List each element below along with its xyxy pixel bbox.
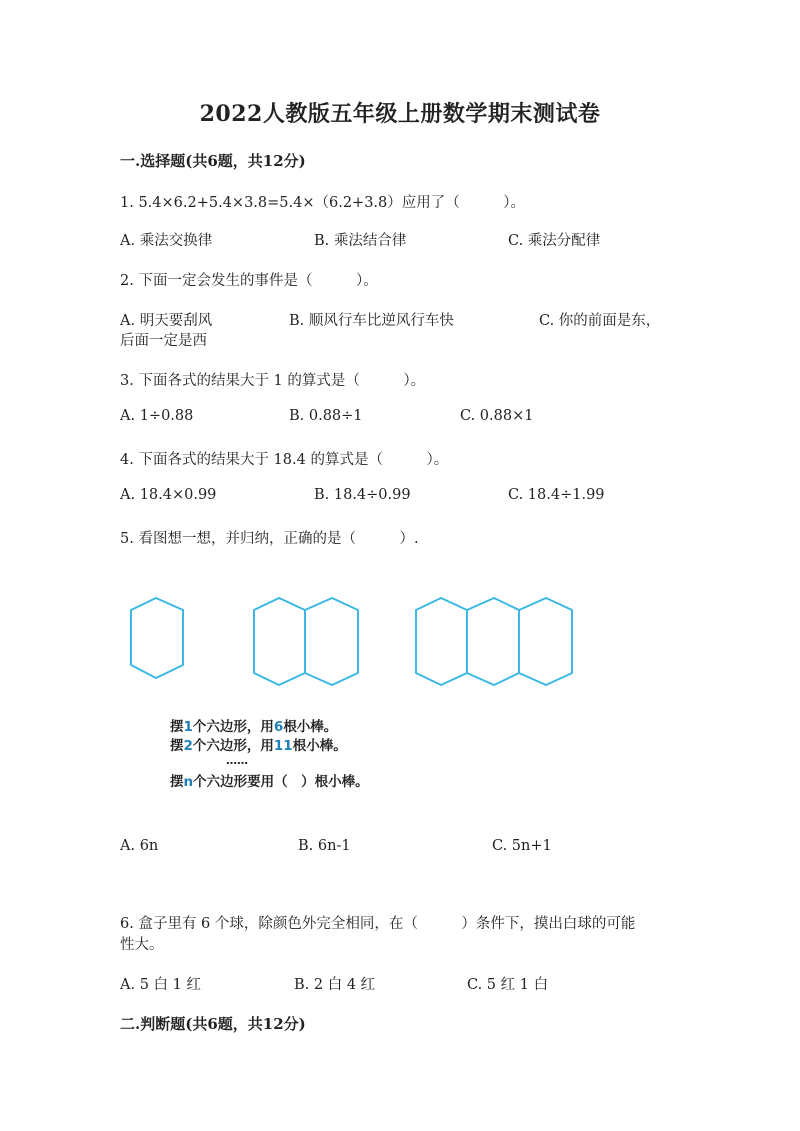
q1-option-a: A. 乘法交换律	[120, 233, 213, 249]
q1-option-b: B. 乘法结合律	[314, 233, 407, 249]
hexagon-figure	[120, 590, 590, 690]
hexagon-group-2	[254, 598, 358, 685]
q3-option-a: A. 1÷0.88	[120, 408, 194, 424]
q4-option-b: B. 18.4÷0.99	[314, 487, 411, 503]
q4-option-c: C. 18.4÷1.99	[508, 487, 605, 503]
question-6-continued: 性大。	[120, 937, 164, 953]
hexagon	[305, 598, 358, 685]
hexagon-group-3	[416, 598, 572, 685]
q5-option-a: A. 6n	[120, 838, 159, 854]
q5-option-b: B. 6n-1	[298, 838, 351, 854]
q6-option-b: B. 2 白 4 红	[294, 977, 376, 993]
q1-option-c: C. 乘法分配律	[508, 233, 601, 249]
q4-option-a: A. 18.4×0.99	[120, 487, 217, 503]
page-title: 2022人教版五年级上册数学期末测试卷	[199, 101, 601, 127]
question-4: 4. 下面各式的结果大于 18.4 的算式是（ ）。	[120, 452, 449, 468]
question-1: 1. 5.4×6.2+5.4×3.8=5.4×（6.2+3.8）应用了（ ）。	[120, 195, 526, 211]
figure-line-2: 摆2个六边形，用11根小棒。	[170, 738, 347, 754]
figure-ellipsis: ……	[226, 754, 248, 767]
q5-option-c: C. 5n+1	[492, 838, 552, 854]
hexagon	[254, 598, 305, 685]
hexagon-group-1	[131, 598, 183, 678]
q3-option-b: B. 0.88÷1	[289, 408, 363, 424]
figure-line-1: 摆1个六边形，用6根小棒。	[170, 719, 338, 735]
question-6: 6. 盒子里有 6 个球，除颜色外完全相同，在（ ）条件下，摸出白球的可能	[120, 916, 636, 932]
hexagon	[416, 598, 467, 685]
q6-option-a: A. 5 白 1 红	[120, 977, 201, 993]
section-heading-judgement: 二.判断题(共6题，共12分)	[120, 1015, 306, 1033]
question-2: 2. 下面一定会发生的事件是（ ）。	[120, 273, 378, 289]
hexagon	[467, 598, 519, 685]
q2-option-c: C. 你的前面是东，	[539, 313, 661, 329]
q2-option-c-continued: 后面一定是西	[120, 333, 207, 349]
q3-option-c: C. 0.88×1	[460, 408, 534, 424]
section-heading-choice: 一.选择题(共6题，共12分)	[120, 152, 306, 170]
q2-option-a: A. 明天要刮风	[120, 313, 213, 329]
question-3: 3. 下面各式的结果大于 1 的算式是（ ）。	[120, 373, 426, 389]
q2-option-b: B. 顺风行车比逆风行车快	[289, 313, 454, 329]
hexagon	[519, 598, 572, 685]
q6-option-c: C. 5 红 1 白	[467, 977, 549, 993]
question-5: 5. 看图想一想，并归纳，正确的是（ ）.	[120, 531, 419, 547]
hexagon	[131, 598, 183, 678]
figure-line-3: 摆n个六边形要用（ ）根小棒。	[170, 774, 369, 790]
